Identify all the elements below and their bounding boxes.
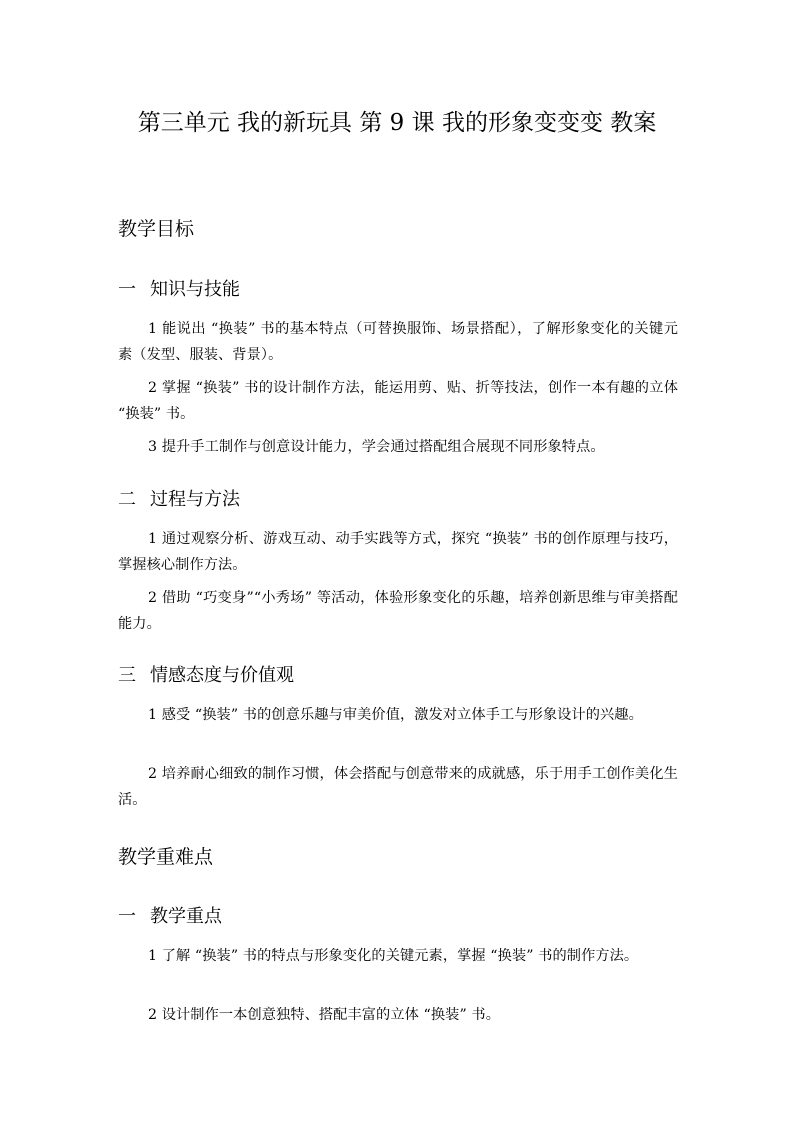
subsection-title: 过程与方法 bbox=[150, 489, 240, 510]
paragraph-focus-2: 2 设计制作一本创意独特、搭配丰富的立体 “换装” 书。 bbox=[148, 1007, 500, 1023]
subsection-number: 一 bbox=[118, 906, 136, 927]
paragraph-emotion-1: 1 感受 “换装” 书的创意乐趣与审美价值，激发对立体手工与形象设计的兴趣。 bbox=[148, 707, 643, 723]
subsection-title: 知识与技能 bbox=[150, 279, 240, 300]
subsection-heading-knowledge-skills bbox=[118, 277, 240, 303]
subsection-number: 三 bbox=[118, 665, 136, 686]
paragraph-knowledge-2: 2 掌握 “换装” 书的设计制作方法，能运用剪、贴、折等技法，创作一本有趣的立体 “换装” 书。 bbox=[118, 380, 678, 422]
paragraph-knowledge-1: 1 能说出 “换装” 书的基本特点（可替换服饰、场景搭配），了解形象变化的关键元素（发型、服装、背景）。 bbox=[118, 321, 678, 363]
paragraph-process-2: 2 借助 “巧变身”“小秀场” 等活动，体验形象变化的乐趣，培养创新思维与审美搭配能力。 bbox=[118, 590, 678, 632]
paragraph-emotion-2: 2 培养耐心细致的制作习惯，体会搭配与创意带来的成就感，乐于用手工创作美化生活。 bbox=[118, 766, 678, 808]
subsection-title: 情感态度与价值观 bbox=[150, 665, 294, 686]
paragraph-process-1: 1 通过观察分析、游戏互动、动手实践等方式，探究 “换装” 书的创作原理与技巧，掌握核心制作方法。 bbox=[118, 531, 678, 573]
subsection-heading-emotion-values bbox=[118, 663, 294, 689]
section-heading-key-difficult-points: 教学重难点 bbox=[118, 846, 214, 868]
subsection-title: 教学重点 bbox=[150, 906, 222, 927]
paragraph-knowledge-3: 3 提升手工制作与创意设计能力，学会通过搭配组合展现不同形象特点。 bbox=[148, 439, 605, 455]
subsection-heading-process-methods bbox=[118, 487, 240, 513]
paragraph-focus-1: 1 了解 “换装” 书的特点与形象变化的关键元素，掌握 “换装” 书的制作方法。 bbox=[148, 948, 639, 964]
subsection-number: 一 bbox=[118, 279, 136, 300]
section-heading-teaching-objectives: 教学目标 bbox=[118, 218, 195, 240]
subsection-number: 二 bbox=[118, 489, 136, 510]
document-title: 第三单元 我的新玩具 第 9 课 我的形象变变变 教案 bbox=[137, 110, 657, 136]
subsection-heading-teaching-focus bbox=[118, 904, 222, 930]
